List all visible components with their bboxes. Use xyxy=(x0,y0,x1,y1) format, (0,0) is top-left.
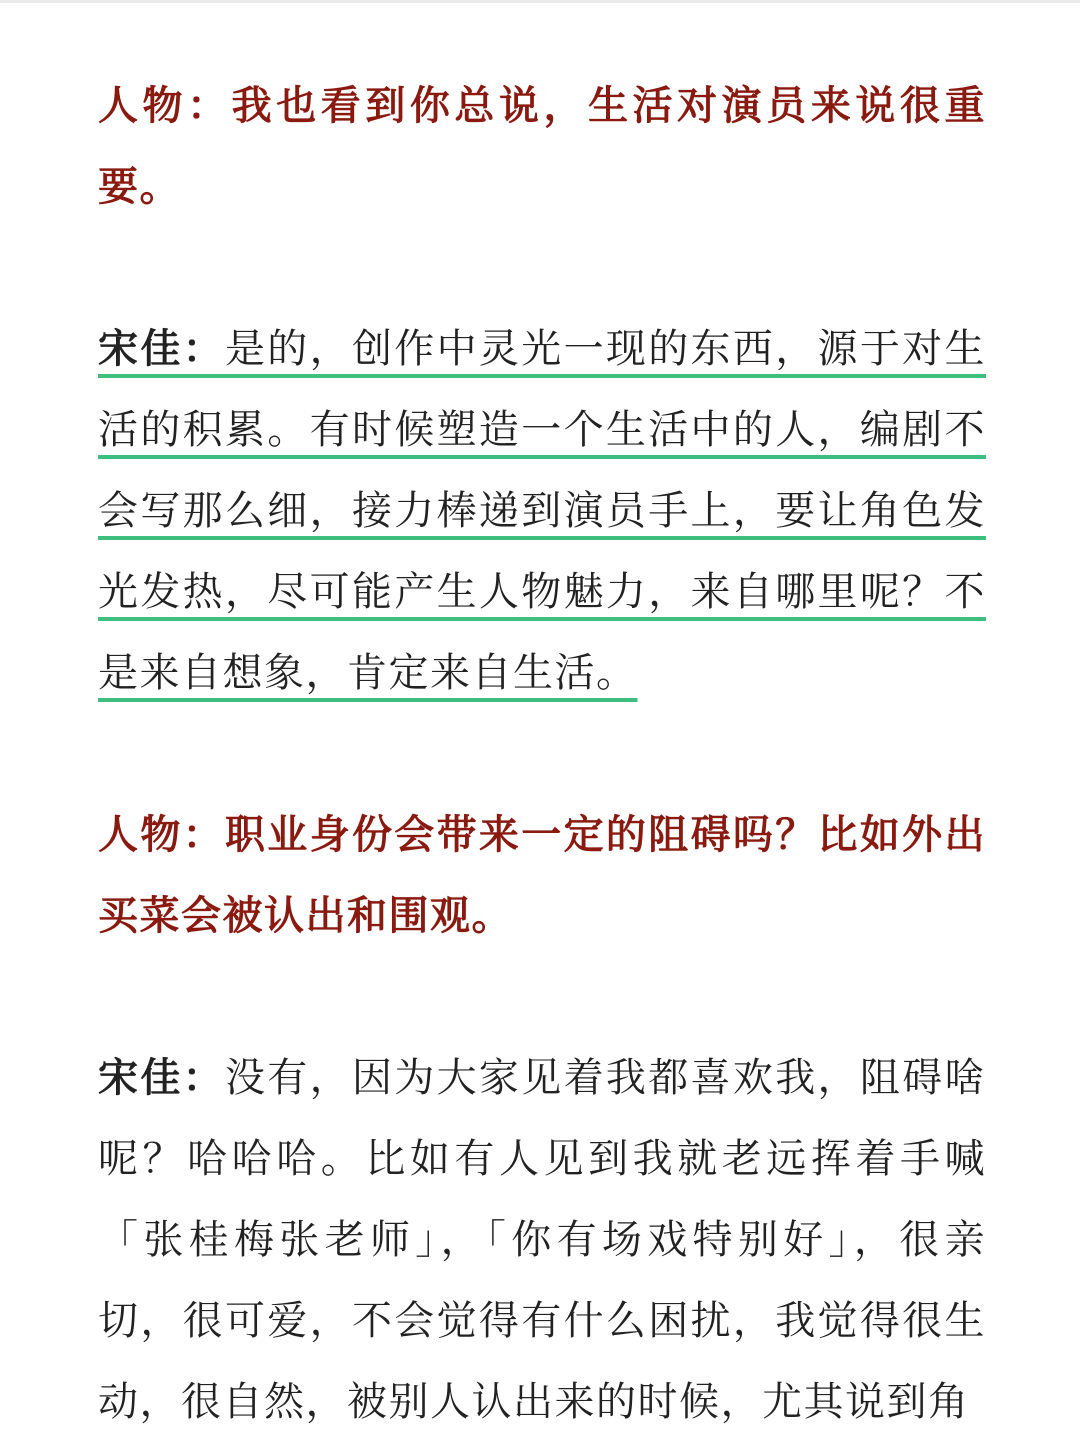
paragraph-spacer xyxy=(98,957,986,1038)
question-text: 人物：职业身份会带来一定的阻碍吗？比如外出买菜会被认出和围观。 xyxy=(98,812,986,939)
question-text: 人物：我也看到你总说，生活对演员来说很重要。 xyxy=(98,83,986,210)
answer-text: 是的，创作中灵光一现的东西，源于对生活的积累。有时候塑造一个生活中的人，编剧不会写那么细，接力棒递到演员手上，要让角色发光发热，尽可能产生人物魅力，来自哪里呢？不是来自想象，肯定来自生活。 xyxy=(98,326,987,696)
speaker-label: 宋佳： xyxy=(98,326,225,372)
article-body xyxy=(98,66,986,1443)
paragraph-spacer xyxy=(98,714,986,795)
answer-paragraph xyxy=(98,1038,986,1443)
question-paragraph xyxy=(98,795,986,957)
paragraph-spacer xyxy=(98,228,986,309)
answer-text: 没有，因为大家见着我都喜欢我，阻碍啥呢？哈哈哈。比如有人见到我就老远挥着手喊「张桂梅张老师」，「你有场戏特别好」，很亲切，很可爱，不会觉得有什么困扰，我觉得很生动，很自然，被别人认出来的时候，尤其说到角 xyxy=(98,1055,987,1425)
answer-paragraph xyxy=(98,309,986,714)
highlighted-answer xyxy=(98,326,986,696)
speaker-label: 宋佳： xyxy=(98,1055,225,1101)
question-paragraph xyxy=(98,66,986,228)
top-divider xyxy=(0,0,1080,3)
